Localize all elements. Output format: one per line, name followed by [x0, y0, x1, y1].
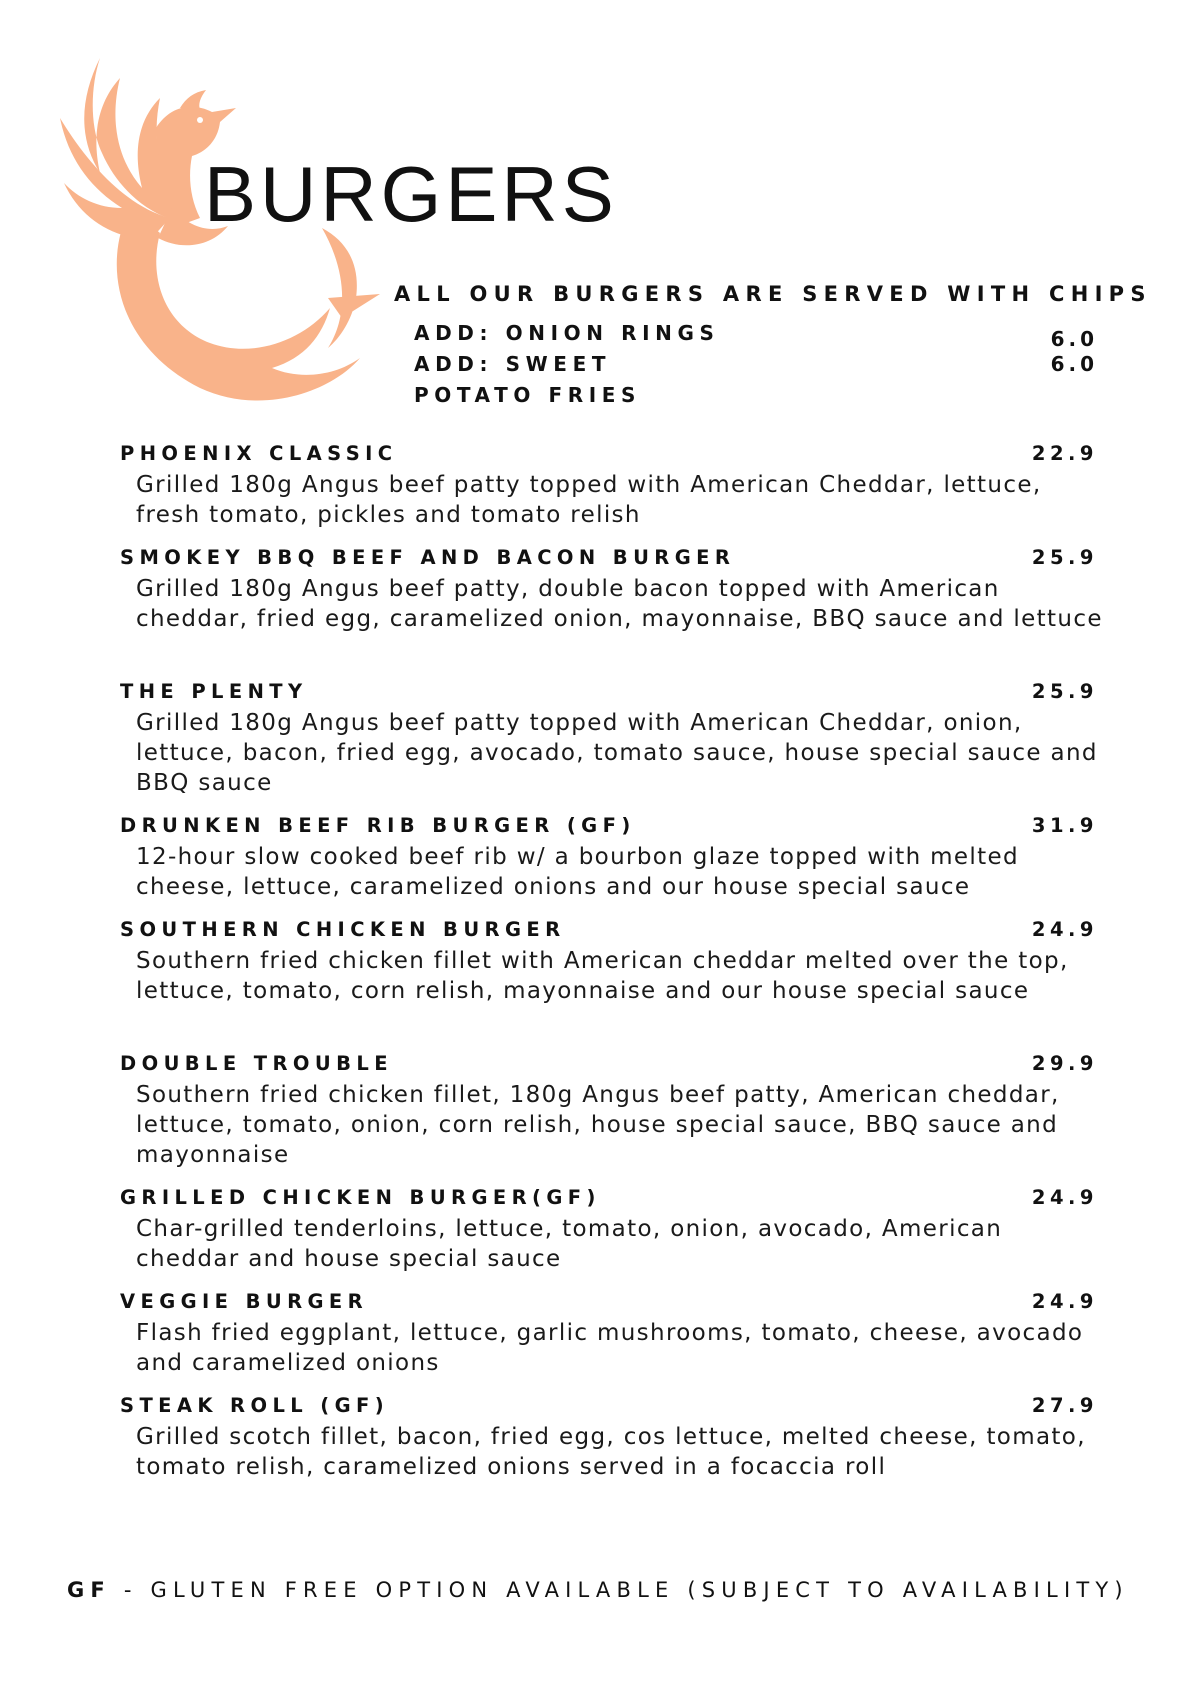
menu-item	[120, 442, 1098, 530]
menu-item-price: 22.9	[1031, 442, 1098, 465]
served-with-note: ALL OUR BURGERS ARE SERVED WITH CHIPS	[394, 282, 1152, 306]
addon-label: ADD: SWEET POTATO FRIES	[414, 352, 642, 407]
addon-item	[414, 318, 1098, 349]
footnote-separator: -	[123, 1578, 138, 1602]
menu-item-name: VEGGIE BURGER	[120, 1290, 369, 1313]
menu-item-description: Southern fried chicken fillet with American cheddar melted over the top, lettuce, tomato, corn relish, mayonnaise and our house special sauce	[136, 948, 1069, 1004]
menu-item-price: 29.9	[1031, 1052, 1098, 1075]
menu-item-name: GRILLED CHICKEN BURGER(GF)	[120, 1186, 601, 1209]
menu-item-price: 25.9	[1031, 680, 1098, 703]
gluten-free-footnote	[67, 1578, 1129, 1602]
menu-item-description: Flash fried eggplant, lettuce, garlic mushrooms, tomato, cheese, avocado and caramelized onions	[136, 1320, 1084, 1376]
addon-item	[414, 349, 1098, 411]
footnote-text: GLUTEN FREE OPTION AVAILABLE (SUBJECT TO AVAILABILITY)	[150, 1578, 1129, 1602]
menu-item-price: 24.9	[1031, 1186, 1098, 1209]
menu-item-price: 24.9	[1031, 918, 1098, 941]
menu-item-description: Grilled 180g Angus beef patty topped with American Cheddar, lettuce, fresh tomato, pickles and tomato relish	[136, 472, 1042, 528]
menu-item	[120, 918, 1098, 1006]
menu-item-price: 24.9	[1031, 1290, 1098, 1313]
menu-item-description: Grilled 180g Angus beef patty topped with American Cheddar, onion, lettuce, bacon, fried egg, avocado, tomato sauce, house special sauce and BBQ sauce	[136, 710, 1098, 796]
menu-item-description: 12-hour slow cooked beef rib w/ a bourbon glaze topped with melted cheese, lettuce, caramelized onions and our house special sauce	[136, 844, 1019, 900]
menu-item-description: Grilled scotch fillet, bacon, fried egg, cos lettuce, melted cheese, tomato, tomato relish, caramelized onions served in a focaccia roll	[136, 1424, 1086, 1480]
menu-item	[120, 1186, 1098, 1274]
menu-item-name: STEAK ROLL (GF)	[120, 1394, 390, 1417]
menu-item-name: PHOENIX CLASSIC	[120, 442, 398, 465]
page-title: BURGERS	[204, 150, 618, 238]
menu-item	[120, 1052, 1098, 1170]
menu-item-price: 27.9	[1031, 1394, 1098, 1417]
menu-item	[120, 680, 1098, 798]
addon-label: ADD: ONION RINGS	[414, 321, 720, 345]
menu-item-name: THE PLENTY	[120, 680, 308, 703]
menu-item-price: 31.9	[1031, 814, 1098, 837]
menu-item-description: Southern fried chicken fillet, 180g Angus beef patty, American cheddar, lettuce, tomato, onion, corn relish, house special sauce, BBQ sauce and mayonnaise	[136, 1082, 1060, 1168]
menu-item	[120, 1290, 1098, 1378]
addon-price: 6.0	[1050, 352, 1098, 376]
menu-item	[120, 814, 1098, 902]
gf-abbreviation: GF	[67, 1578, 111, 1602]
menu-item-description: Grilled 180g Angus beef patty, double bacon topped with American cheddar, fried egg, caramelized onion, mayonnaise, BBQ sauce and lettuce	[136, 576, 1103, 632]
menu-item-name: SMOKEY BBQ BEEF AND BACON BURGER	[120, 546, 736, 569]
menu-item	[120, 546, 1103, 634]
menu-item-name: DRUNKEN BEEF RIB BURGER (GF)	[120, 814, 636, 837]
menu-item-name: SOUTHERN CHICKEN BURGER	[120, 918, 566, 941]
menu-item-price: 25.9	[1031, 546, 1098, 569]
menu-item-description: Char-grilled tenderloins, lettuce, tomato, onion, avocado, American cheddar and house special sauce	[136, 1216, 1003, 1272]
addon-price: 6.0	[1050, 327, 1098, 351]
menu-item-name: DOUBLE TROUBLE	[120, 1052, 393, 1075]
menu-item	[120, 1394, 1098, 1482]
